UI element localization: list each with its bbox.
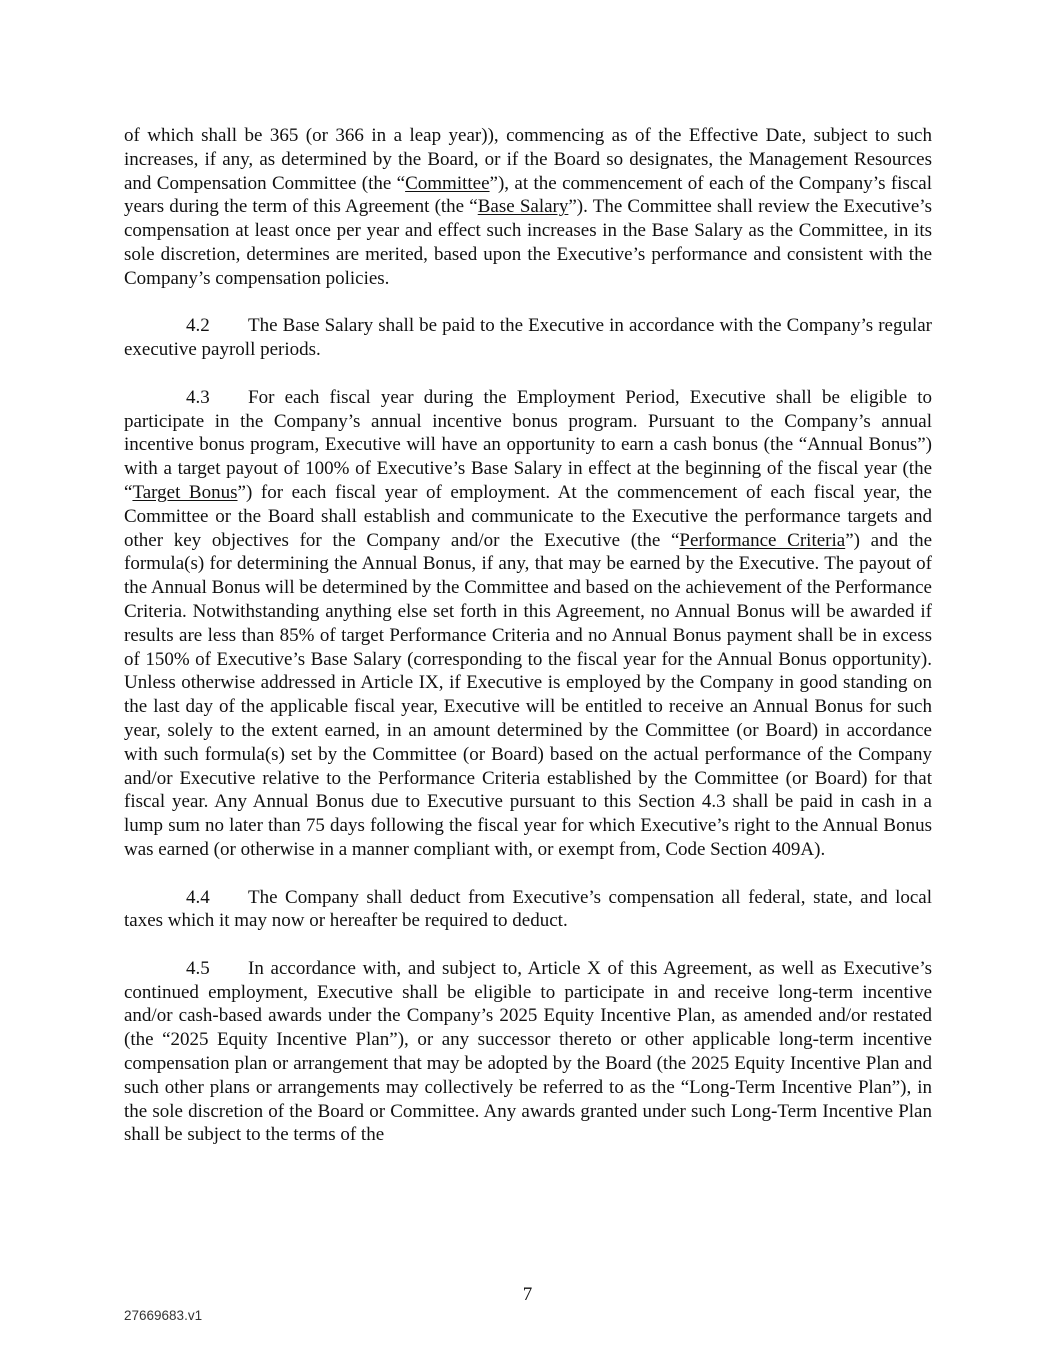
defined-term-performance-criteria: Performance Criteria bbox=[679, 529, 846, 551]
paragraph-4-5: 4.5 In accordance with, and subject to, Article X of this Agreement, as well as Executive’s continued employment, Executive shall be eligible to participate in and receive long-term incentive and/or cash-based awards under the Company’s 2025 Equity Incentive Plan, as amended and/or restated (the “2025 Equity Incentive Plan”), or any successor thereto or other applicable long-term incentive compensation plan or arrangement that may be adopted by the Board (the 2025 Equity Incentive Plan and such other plans or arrangements may collectively be referred to as the “Long-Term Incentive Plan”), in the sole discretion of the Board or Committee. Any awards granted under such Long-Term Incentive Plan shall be subject to the terms of the bbox=[124, 957, 932, 1146]
paragraph-4-3: 4.3 For each fiscal year during the Employment Period, Executive shall be eligible to participate in the Company’s annual incentive bonus program. Pursuant to the Company’s annual incentive bonus program, Executive will have an opportunity to earn a cash bonus (the “Annual Bonus”) with a target payout of 100% of Executive’s Base Salary in effect at the beginning of the fiscal year (the “Target Bonus”) for each fiscal year of employment. At the commencement of each fiscal year, the Committee or the Board shall establish and communicate to the Executive the performance targets and other key objectives for the Company and/or the Executive (the “Performance Criteria”) and the formula(s) for determining the Annual Bonus, if any, that may be earned by the Executive. The payout of the Annual Bonus will be determined by the Committee and based on the achievement of the Performance Criteria. Notwithstanding anything else set forth in this Agreement, no Annual Bonus will be awarded if results are less than 85% of target Performance Criteria and no Annual Bonus payment shall be in excess of 150% of Executive’s Base Salary (corresponding to the fiscal year for the Annual Bonus opportunity). Unless otherwise addressed in Article IX, if Executive is employed by the Company in good standing on the last day of the applicable fiscal year, Executive will be entitled to receive an Annual Bonus for such year, solely to the extent earned, in an amount determined by the Committee (or Board) in accordance with such formula(s) set by the Committee (or Board) based on the actual performance of the Company and/or Executive relative to the Performance Criteria established by the Committee (or Board) for that fiscal year. Any Annual Bonus due to Executive pursuant to this Section 4.3 shall be paid in cash in a lump sum no later than 75 days following the fiscal year for which Executive’s right to the Annual Bonus was earned (or otherwise in a manner compliant with, or exempt from, Code Section 409A). bbox=[124, 386, 933, 860]
section-number: 4.5 bbox=[186, 957, 210, 979]
paragraph-base-salary: of which shall be 365 (or 366 in a leap year)), commencing as of the Effective Date, subject to such increases, if any, as determined by the Board, or if the Board so designates, the Management Resources and Compensation Committee (the “Committee”), at the commencement of each of the Company’s fiscal years during the term of this Agreement (the “Base Salary”). The Committee shall review the Executive’s compensation at least once per year and effect such increases in the Base Salary as the Committee, in its sole discretion, determines are merited, based upon the Executive’s performance and consistent with the Company’s compensation policies. bbox=[124, 125, 932, 289]
defined-term-committee: Committee bbox=[405, 172, 490, 194]
page-number: 7 bbox=[522, 1284, 533, 1305]
section-number: 4.4 bbox=[186, 886, 210, 908]
defined-term-target-bonus: Target Bonus bbox=[132, 481, 238, 503]
defined-term-base-salary: Base Salary bbox=[477, 196, 569, 218]
paragraph-4-2: 4.2 The Base Salary shall be paid to the Executive in accordance with the Company’s regular executive payroll periods. bbox=[124, 315, 932, 361]
paragraph-4-4: 4.4 The Company shall deduct from Executive’s compensation all federal, state, and local taxes which it may now or hereafter be required to deduct. bbox=[124, 886, 932, 932]
document-id: 27669683.v1 bbox=[124, 1308, 203, 1323]
section-number: 4.2 bbox=[186, 315, 210, 337]
document-body bbox=[124, 124, 932, 1171]
section-number: 4.3 bbox=[186, 386, 210, 408]
